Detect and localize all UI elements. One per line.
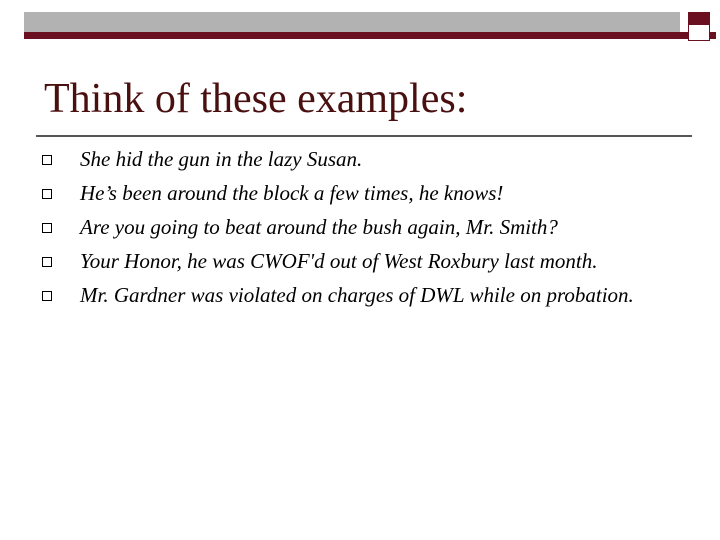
- bullet-text: She hid the gun in the lazy Susan.: [80, 147, 363, 171]
- hollow-square-bullet-icon: [42, 155, 52, 165]
- hollow-square-bullet-icon: [42, 189, 52, 199]
- list-item: [40, 249, 700, 273]
- list-item: [40, 181, 700, 205]
- bullet-text: Mr. Gardner was violated on charges of DWL while on probation.: [80, 283, 634, 307]
- bullet-text: Are you going to beat around the bush again, Mr. Smith?: [80, 215, 558, 239]
- corner-square-outline-icon: [688, 24, 710, 41]
- hollow-square-bullet-icon: [42, 291, 52, 301]
- bullet-text: Your Honor, he was CWOF'd out of West Roxbury last month.: [80, 249, 598, 273]
- header-accent-bar: [24, 32, 716, 39]
- bullet-text: He’s been around the block a few times, he knows!: [80, 181, 504, 205]
- list-item: [40, 215, 700, 239]
- bullet-list: [40, 147, 700, 307]
- title-divider: [36, 135, 692, 137]
- hollow-square-bullet-icon: [42, 223, 52, 233]
- list-item: [40, 283, 640, 307]
- header-gray-strip: [24, 12, 680, 32]
- hollow-square-bullet-icon: [42, 257, 52, 267]
- slide-title: Think of these examples:: [44, 76, 468, 122]
- list-item: [40, 147, 700, 171]
